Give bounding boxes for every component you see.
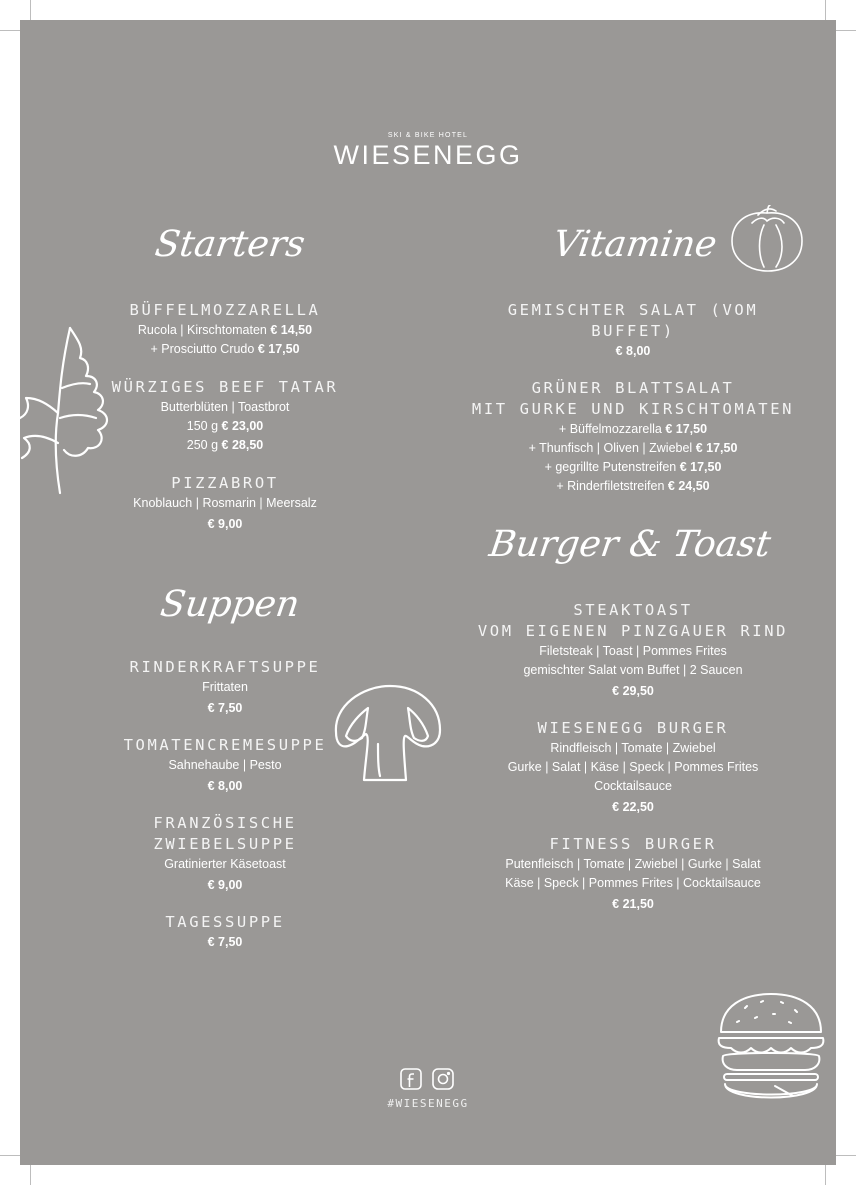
section-title-starters: Starters xyxy=(152,224,308,265)
dish-name: TAGESSUPPE xyxy=(165,913,285,931)
crop-mark xyxy=(825,0,826,20)
description-text: Frittaten xyxy=(202,680,248,694)
description-text: Filetsteak | Toast | Pommes Frites xyxy=(539,644,727,658)
dish-description xyxy=(470,777,796,796)
crop-mark xyxy=(836,1155,856,1156)
dish-name: VOM EIGENEN PINZGAUER RIND xyxy=(477,622,789,640)
price: € 9,00 xyxy=(207,878,243,892)
section-title-suppen: Suppen xyxy=(157,584,303,625)
dish-name: BÜFFELMOZZARELLA xyxy=(129,301,321,319)
crop-mark xyxy=(0,30,20,31)
dish-name: FITNESS BURGER xyxy=(549,835,717,853)
price: € 17,50 xyxy=(695,441,738,455)
dish-description xyxy=(470,342,796,361)
dish-description xyxy=(470,798,796,817)
price: € 24,50 xyxy=(667,479,710,493)
instagram-icon[interactable] xyxy=(432,1068,454,1090)
description-text: + Rinderfiletstreifen xyxy=(556,479,668,493)
dish-description xyxy=(470,682,796,701)
burger-icon xyxy=(715,990,827,1108)
description-text: + gegrillte Putenstreifen xyxy=(544,460,680,474)
dish-description xyxy=(80,876,370,895)
description-text: Butterblüten | Toastbrot xyxy=(160,400,290,414)
crop-mark xyxy=(30,0,31,20)
dish-description xyxy=(470,855,796,874)
dish-description xyxy=(470,895,796,914)
description-text: Gratinierter Käsetoast xyxy=(164,857,286,871)
description-text: Putenfleisch | Tomate | Zwiebel | Gurke | Salat xyxy=(505,857,761,871)
burger-items xyxy=(470,600,796,914)
description-text: Sahnehaube | Pesto xyxy=(168,758,282,772)
suppen-items xyxy=(80,657,370,952)
menu-item xyxy=(80,735,370,796)
crop-mark xyxy=(0,1155,20,1156)
description-text: Rindfleisch | Tomate | Zwiebel xyxy=(550,741,716,755)
menu-item xyxy=(470,718,796,817)
dish-description xyxy=(470,439,796,458)
section-title-burger-toast: Burger & Toast xyxy=(486,524,774,565)
social-icons xyxy=(400,1068,454,1090)
dish-description xyxy=(80,321,370,340)
menu-item xyxy=(470,600,796,701)
dish-description xyxy=(80,417,370,436)
dish-name: PIZZABROT xyxy=(171,474,279,492)
dish-description xyxy=(470,420,796,439)
starters-items xyxy=(80,300,370,534)
dish-name: GRÜNER BLATTSALAT xyxy=(531,379,735,397)
price: € 21,50 xyxy=(612,897,654,911)
dish-description xyxy=(80,678,370,697)
price: € 28,50 xyxy=(221,438,264,452)
menu-item xyxy=(80,657,370,718)
price: € 7,50 xyxy=(207,701,243,715)
description-text: 150 g xyxy=(186,419,222,433)
price: € 23,00 xyxy=(221,419,264,433)
dish-name: FRANZÖSISCHE ZWIEBELSUPPE xyxy=(153,814,297,853)
menu-item xyxy=(80,813,370,895)
dish-description xyxy=(80,398,370,417)
dish-name: GEMISCHTER SALAT (VOM BUFFET) xyxy=(507,301,759,340)
price: € 9,00 xyxy=(207,517,243,531)
dish-description xyxy=(80,436,370,455)
description-text: Cocktailsauce xyxy=(594,779,672,793)
description-text: Knoblauch | Rosmarin | Meersalz xyxy=(133,496,317,510)
price: € 17,50 xyxy=(257,342,300,356)
dish-description xyxy=(470,874,796,893)
crop-mark xyxy=(30,1165,31,1185)
dish-name: STEAKTOAST xyxy=(573,601,693,619)
description-text: + Thunfisch | Oliven | Zwiebel xyxy=(528,441,696,455)
section-title-vitamine: Vitamine xyxy=(550,224,720,265)
hashtag: #WIESENEGG xyxy=(387,1097,469,1110)
price: € 7,50 xyxy=(207,935,243,949)
price: € 17,50 xyxy=(665,422,708,436)
dish-description xyxy=(80,699,370,718)
dish-description xyxy=(470,477,796,496)
dish-description xyxy=(470,739,796,758)
dish-name: WÜRZIGES BEEF TATAR xyxy=(111,378,339,396)
description-text: Rucola | Kirschtomaten xyxy=(137,323,271,337)
dish-description xyxy=(80,855,370,874)
dish-description xyxy=(80,933,370,952)
description-text: Käse | Speck | Pommes Frites | Cocktailsauce xyxy=(505,876,761,890)
dish-description xyxy=(80,756,370,775)
dish-description xyxy=(470,642,796,661)
logo-tagline: SKI & BIKE HOTEL xyxy=(387,132,469,139)
dish-name: RINDERKRAFTSUPPE xyxy=(129,658,321,676)
dish-description xyxy=(80,340,370,359)
description-text: gemischter Salat vom Buffet | 2 Saucen xyxy=(523,663,743,677)
facebook-icon[interactable] xyxy=(400,1068,422,1090)
logo-wordmark: WIESENEGG xyxy=(333,140,523,170)
dish-description xyxy=(80,494,370,513)
description-text: + Prosciutto Crudo xyxy=(150,342,258,356)
vitamine-items xyxy=(470,300,796,496)
price: € 22,50 xyxy=(612,800,654,814)
price: € 17,50 xyxy=(679,460,722,474)
dish-description xyxy=(470,758,796,777)
menu-item xyxy=(80,912,370,952)
menu-item xyxy=(470,378,796,496)
price: € 8,00 xyxy=(207,779,243,793)
price: € 8,00 xyxy=(615,344,651,358)
dish-description xyxy=(80,777,370,796)
price: € 14,50 xyxy=(270,323,313,337)
dish-description xyxy=(470,661,796,680)
price: € 29,50 xyxy=(612,684,654,698)
menu-item xyxy=(80,300,370,359)
menu-item xyxy=(470,300,796,361)
description-text: Gurke | Salat | Käse | Speck | Pommes Frites xyxy=(507,760,759,774)
dish-description xyxy=(80,515,370,534)
menu-item xyxy=(80,473,370,534)
crop-mark xyxy=(836,30,856,31)
dish-name: TOMATENCREMESUPPE xyxy=(123,736,327,754)
dish-name: MIT GURKE UND KIRSCHTOMATEN xyxy=(471,400,795,418)
description-text: + Büffelmozzarella xyxy=(558,422,666,436)
crop-mark xyxy=(825,1165,826,1185)
menu-item xyxy=(470,834,796,914)
menu-item xyxy=(80,377,370,455)
description-text: 250 g xyxy=(186,438,222,452)
dish-name: WIESENEGG BURGER xyxy=(537,719,729,737)
dish-description xyxy=(470,458,796,477)
